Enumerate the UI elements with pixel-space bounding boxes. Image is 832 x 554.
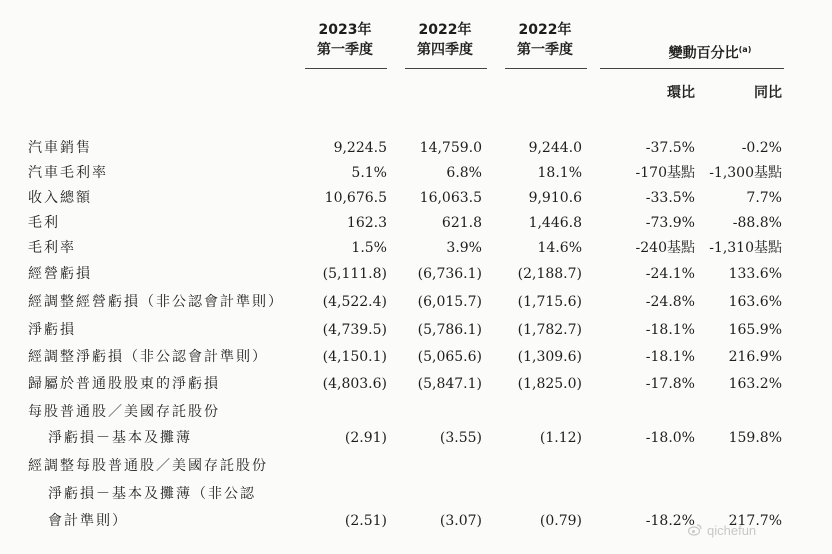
value-2023q1: 5.1% <box>351 165 387 181</box>
value-2022q4: 14,759.0 <box>419 140 482 156</box>
row-label: 毛利 <box>28 215 60 231</box>
value-yoy: -1,300基點 <box>709 165 782 181</box>
weibo-icon <box>688 523 702 537</box>
row-label: 經調整經營虧損（非公認會計準則） <box>28 294 284 310</box>
col3-period: 第一季度 <box>517 42 573 58</box>
row-label: 汽車毛利率 <box>28 165 108 181</box>
value-2022q4: (5,065.6) <box>417 349 482 365</box>
value-2023q1: (5,111.8) <box>322 266 387 282</box>
table-row <box>0 138 832 162</box>
value-2023q1: (4,150.1) <box>322 349 387 365</box>
col1-header <box>305 20 385 60</box>
value-yoy: 216.9% <box>728 349 782 365</box>
change-underline <box>600 68 784 69</box>
row-label: 經營虧損 <box>28 266 92 282</box>
value-2022q1: 14.6% <box>537 240 582 256</box>
value-2022q4: (5,786.1) <box>417 322 482 338</box>
value-2022q1: (1,715.6) <box>517 294 582 310</box>
value-2023q1: 9,224.5 <box>333 140 387 156</box>
value-2022q1: (1,825.0) <box>517 376 582 392</box>
table-row <box>0 347 832 371</box>
value-2023q1: (4,803.6) <box>322 376 387 392</box>
value-2023q1: 1.5% <box>351 240 387 256</box>
value-2022q1: (1,309.6) <box>517 349 582 365</box>
col1-year: 2023年 <box>318 22 372 38</box>
value-2022q4: 621.8 <box>441 215 482 231</box>
value-2023q1: (2.51) <box>344 513 387 529</box>
table-row <box>0 238 832 262</box>
row-label: 毛利率 <box>28 240 76 256</box>
table-row <box>0 374 832 398</box>
col3-year: 2022年 <box>518 22 572 38</box>
value-qoq: -18.0% <box>645 430 695 446</box>
table-row <box>0 292 832 316</box>
table-row <box>0 264 832 288</box>
row-label-line: 經調整每股普通股／美國存託股份 <box>28 458 268 474</box>
col2-underline <box>405 68 487 69</box>
col3-header <box>505 20 585 60</box>
value-qoq: -18.2% <box>645 513 695 529</box>
value-yoy: 165.9% <box>728 322 782 338</box>
value-qoq: -18.1% <box>645 322 695 338</box>
value-qoq: -240基點 <box>635 240 695 256</box>
change-title: 變動百分比 <box>668 45 739 62</box>
value-2022q1: (1,782.7) <box>517 322 582 338</box>
change-note: (a) <box>738 45 752 54</box>
value-2022q4: (3.07) <box>439 513 482 529</box>
value-yoy: 163.2% <box>728 376 782 392</box>
value-2023q1: 162.3 <box>346 215 387 231</box>
value-2022q1: 18.1% <box>537 165 582 181</box>
value-2022q4: (6,736.1) <box>417 266 482 282</box>
value-2022q1: 9,244.0 <box>528 140 582 156</box>
table-row <box>0 188 832 212</box>
value-2023q1: 10,676.5 <box>324 190 387 206</box>
col2-year: 2022年 <box>418 22 472 38</box>
row-label: 經調整淨虧損（非公認會計準則） <box>28 349 268 365</box>
value-yoy: -0.2% <box>741 140 782 156</box>
value-2022q1: (2,188.7) <box>517 266 582 282</box>
value-2022q4: 3.9% <box>446 240 482 256</box>
value-yoy: 217.7% <box>728 513 782 529</box>
row-label: 歸屬於普通股股東的淨虧損 <box>28 376 220 392</box>
yoy-header: 同比 <box>754 85 782 101</box>
row-label-line: 每股普通股／美國存託股份 <box>28 404 220 420</box>
value-2023q1: (4,522.4) <box>322 294 387 310</box>
row-label-line: 會計準則） <box>48 513 128 529</box>
table-row <box>0 213 832 237</box>
table-row <box>0 428 832 452</box>
value-2022q1: 1,446.8 <box>528 215 582 231</box>
value-2022q1: (1.12) <box>539 430 582 446</box>
value-2022q4: 16,063.5 <box>419 190 482 206</box>
row-label-line: 淨虧損－基本及攤薄 <box>48 430 192 446</box>
value-qoq: -170基點 <box>635 165 695 181</box>
value-qoq: -37.5% <box>645 140 695 156</box>
value-yoy: 163.6% <box>728 294 782 310</box>
value-qoq: -24.1% <box>645 266 695 282</box>
col1-period: 第一季度 <box>317 42 373 58</box>
watermark: qichefun <box>707 523 757 538</box>
row-label-line: 淨虧損－基本及攤薄（非公認 <box>48 486 256 502</box>
value-yoy: -88.8% <box>732 215 782 231</box>
value-yoy: 7.7% <box>746 190 782 206</box>
table-row <box>0 163 832 187</box>
value-2022q4: (5,847.1) <box>417 376 482 392</box>
value-yoy: 133.6% <box>728 266 782 282</box>
value-yoy: -1,310基點 <box>709 240 782 256</box>
value-qoq: -18.1% <box>645 349 695 365</box>
value-2023q1: (4,739.5) <box>322 322 387 338</box>
value-2022q1: 9,910.6 <box>528 190 582 206</box>
col2-header <box>405 20 485 60</box>
qoq-header: 環比 <box>667 85 695 101</box>
change-header <box>605 40 815 64</box>
row-label: 淨虧損 <box>28 322 76 338</box>
value-2023q1: (2.91) <box>344 430 387 446</box>
col1-underline <box>305 68 387 69</box>
value-2022q1: (0.79) <box>539 513 582 529</box>
value-qoq: -17.8% <box>645 376 695 392</box>
value-qoq: -73.9% <box>645 215 695 231</box>
value-yoy: 159.8% <box>728 430 782 446</box>
row-label: 汽車銷售 <box>28 140 92 156</box>
value-2022q4: (6,015.7) <box>417 294 482 310</box>
table-row <box>0 320 832 344</box>
col3-underline <box>505 68 587 69</box>
value-qoq: -24.8% <box>645 294 695 310</box>
value-2022q4: 6.8% <box>446 165 482 181</box>
col2-period: 第四季度 <box>417 42 473 58</box>
row-label: 收入總額 <box>28 190 92 206</box>
value-qoq: -33.5% <box>645 190 695 206</box>
value-2022q4: (3.55) <box>439 430 482 446</box>
